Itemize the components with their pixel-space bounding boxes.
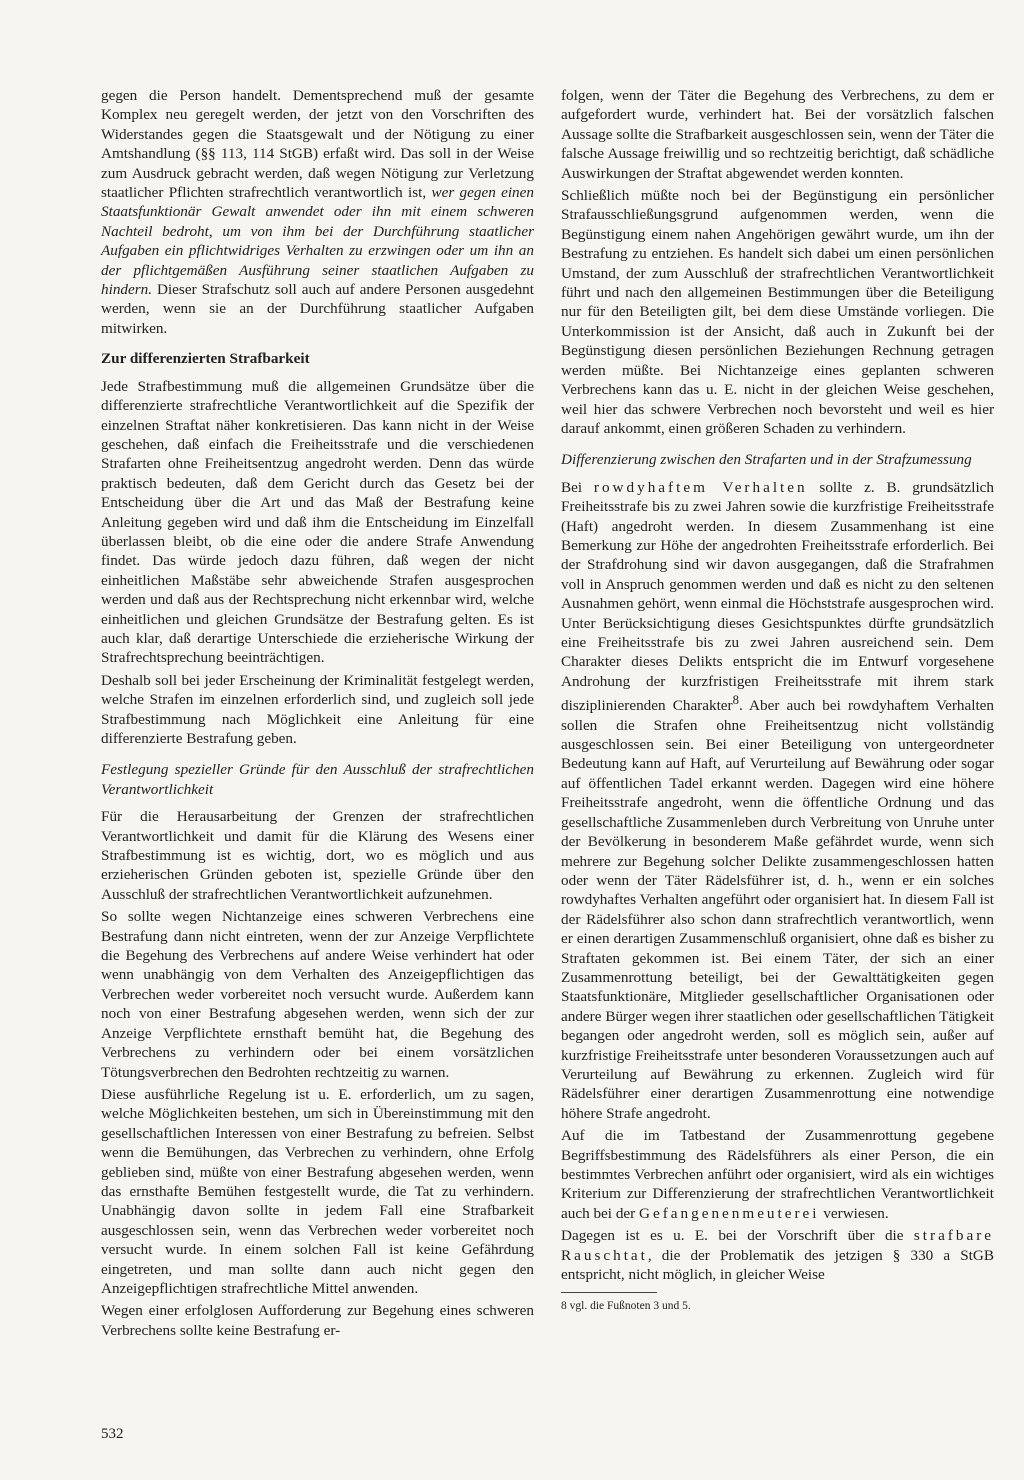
emphasized-text: wer gegen einen Staatsfunktionär Gewalt anwendet oder ihn mit einem schweren Nachteil bedroht, um von ihm bei der Durchführung staatlicher Aufgaben ein pflichtwidriges Verhalten zu erzwingen oder um ihn an der pflichtgemäßen Ausführung seiner staatlichen Aufgaben zu hindern. [101,184,534,299]
paragraph: So sollte wegen Nichtanzeige eines schweren Verbrechens eine Bestrafung dann nicht eintreten, wenn der zur Anzeige Verpflichtete die Begehung des Verbrechens auf andere Weise verhindert hat oder wenn unabhängig von dem Verhalten des Anzeigepflichtigen das Verbrechen weder vorbereitet noch versucht wurde. Außerdem kann noch von einer Bestrafung abgesehen werden, wenn sich der zur Anzeige Verpflichtete ernsthaft bemüht hat, die Begehung des Verbrechens zu verhindern oder bei einem vorsätzlichen Tötungsverbrechen den Bedrohten rechtzeitig zu warnen. [101,908,534,1081]
section-heading: Zur differenzierten Strafbarkeit [101,350,310,368]
paragraph: Für die Herausarbeitung der Grenzen der strafrechtlichen Verantwortlichkeit und damit für die Klärung des Wesens einer Strafbestimmung ist es wichtig, dort, wo es möglich und aus erzieherischen Gründen geboten ist, spezielle Gründe über den Ausschluß der strafrechtlichen Verantwortlichkeit aufzunehmen. [101,808,534,903]
subsection-heading: Differenzierung zwischen den Strafarten und in der Strafzumessung [561,451,972,469]
subsection-heading: Festlegung spezieller Gründe für den Ausschluß der strafrechtlichen Verantwortlichkeit [101,761,534,798]
page-number: 532 [101,1426,124,1442]
spaced-term: strafbare Rauschtat [561,1227,994,1264]
left-column [101,86,534,1343]
paragraph: Bei rowdyhaftem Verhalten sollte z. B. grundsätzlich Freiheitsstrafe bis zu zwei Jahren sowie die kurzfristige Freiheitsstrafe (Haft) angedroht werden. In diesem Zusammenhang ist eine Bemerkung zur Höhe der angedrohten Freiheitsstrafe erforderlich. Bei der Strafdrohung sind wir davon ausgegangen, daß die Strafrahmen voll in Anspruch genommen werden und daß es nicht zu den seltenen Ausnahmen gehört, wenn einmal die Höchststrafe ausgesprochen wird. Unter Berücksichtigung dieses Gesichtspunktes dürfte grundsätzlich eine Freiheitsstrafe bis zu zwei Jahren ausreichend sein. Dem Charakter dieses Delikts entspricht die im Entwurf vorgesehene Androhung der kurzfristigen Freiheitsstrafe mit ihrem stark disziplinierenden Charakter$^8$. Aber auch bei rowdyhaftem Verhalten sollen die Strafen ohne Freiheitsentzug nicht vollständig ausgeschlossen sein. Bei einer Beteiligung von untergeordneter Bedeutung kann auf Haft, auf Verurteilung auf Bewährung oder sogar auf öffentlichen Tadel erkannt werden. Dagegen wird eine höhere Freiheitsstrafe angedroht, wenn die öffentliche Ordnung und das gesellschaftliche Zusammenleben durch Verbreitung von Unruhe unter der Bevölkerung in besonderem Maße gefährdet wurde, wenn sich mehrere zur Begehung solcher Delikte zusammengeschlossen hatten oder wenn der Täter Rädelsführer ist, d. h., wenn er ein solches rowdyhaftes Verhalten angeführt oder organisiert hat. In diesem Fall ist der Rädelsführer also schon dann strafrechtlich verantwortlich, wenn er einen derartigen Zusammenschluß organisiert, ohne daß es bisher zu Straftaten gekommen ist. Bei einem Täter, der sich an einer Zusammenrottung beteiligt, bei der Gewalttätigkeiten gegen Staatsfunktionäre, Mitglieder gesellschaftlicher Organisationen oder andere Bürger wegen ihrer staatlichen oder gesellschaftlichen Tätigkeit begangen oder angedroht werden, soll es möglich sein, außer auf kurzfristige Freiheitsstrafe unter besonderen Voraussetzungen auch auf Verurteilung auf Bewährung zu erkennen. Zugleich wird für Rädelsführer einer derartigen Zusammenrottung eine notwendige höhere Strafe angedroht. [561,478,995,1122]
paragraph: Jede Strafbestimmung muß die allgemeinen Grundsätze über die differenzierte strafrechtliche Verantwortlichkeit auf die Spezifik der einzelnen Straftat näher konkretisieren. Das kann nicht in der Weise geschehen, daß einfach die Freiheitsstrafe und die verschiedenen Strafarten ohne Freiheitsentzug angedroht werden. Denn das würde praktisch bedeuten, daß dem Gericht durch das Gesetz bei der Entscheidung über die Art und das Maß der Bestrafung keine Anleitung gegeben wird und daß ihm die Entscheidung im Einzelfall überlassen bleibt, ob die eine oder die andere Strafe Anwendung findet. Das würde jedoch dazu führen, daß wegen der nicht einheitlichen Maßstäbe sehr abweichende Strafen ausgesprochen werden und daß aus der Rechtsprechung nicht erkennbar wird, welche einheitlichen und gleichen Grundsätze der Bestrafung gelten. Es ist auch klar, daß derartige Unterschiede die erzieherische Wirkung der Strafrechtsprechung beeinträchtigen. [101,377,534,667]
spaced-term: Gefangenenmeuterei [639,1204,820,1222]
paragraph: folgen, wenn der Täter die Begehung des Verbrechens, zu dem er aufgefordert wurde, verhindert hat. Bei der vorsätzlich falschen Aussage sollte die Strafbarkeit ausgeschlossen sein, wenn der Täter die falsche Aussage freiwillig und so rechtzeitig berichtigt, daß schädliche Auswirkungen der Straftat abgewendet werden konnten. [561,87,994,182]
paragraph: gegen die Person handelt. Dementsprechend muß der gesamte Komplex neu geregelt werden, der jetzt von den Vorschriften des Widerstandes gegen die Staatsgewalt und der Nötigung zu einer Amtshandlung (§§ 113, 114 StGB) erfaßt wird. Das soll in der Weise zum Ausdruck gebracht werden, daß wegen Nötigung zur Verletzung staatlicher Pflichten strafrechtlich verantwortlich ist, wer gegen einen Staatsfunktionär Gewalt anwendet oder ihn mit einem schweren Nachteil bedroht, um von ihm bei der Durchführung staatlicher Aufgaben ein pflichtwidriges Verhalten zu erzwingen oder um ihn an der pflichtgemäßen Ausführung seiner staatlichen Aufgaben zu hindern. Dieser Strafschutz soll auch auf andere Personen ausgedehnt werden, wenn sie an der Durchführung staatlicher Aufgaben mitwirken. [101,87,534,337]
footnote: 8 vgl. die Fußnoten 3 und 5. [561,1300,691,1313]
paragraph: Schließlich müßte noch bei der Begünstigung ein persönlicher Strafausschließungsgrund aufgenommen werden, wenn die Begünstigung einem nahen Angehörigen gewährt wurde, um ihn der Bestrafung zu entziehen. Es handelt sich dabei um einen persönlichen Umstand, der zum Ausschluß der strafrechtlichen Verantwortlichkeit führt und nach den allgemeinen Bestimmungen über die Beteiligung nur für den Beteiligten gilt, bei dem diese Umstände vorliegen. Die Unterkommission ist der Ansicht, daß auch in Zukunft bei der Begünstigung diesen persönlichen Beziehungen Rechnung getragen werden müßte. Bei Nichtanzeige eines geplanten schweren Verbrechens kann das u. E. nicht in der gleichen Weise geschehen, weil hier das schwere Verbrechen noch bevorsteht und weil es hier darauf ankommt, einen größeren Schaden zu verhindern. [561,187,994,437]
paragraph: Wegen einer erfolglosen Aufforderung zur Begehung eines schweren Verbrechens sollte keine Bestrafung er- [101,1302,534,1339]
footnote-divider [561,1292,657,1293]
paragraph: Deshalb soll bei jeder Erscheinung der Kriminalität festgelegt werden, welche Strafen im einzelnen erforderlich sind, und zugleich soll jede Strafbestimmung nach Möglichkeit eine Anleitung für eine differenzierte Bestrafung geben. [101,671,534,747]
footnote-reference: 8 [732,693,739,708]
paragraph: Auf die im Tatbestand der Zusammenrottung gegebene Begriffsbestimmung des Rädelsführers als einer Person, die ein bestimmtes Verbrechen anführt oder organisiert, wird als ein wichtiges Kriterium zur Differenzierung der strafrechtlichen Verantwortlichkeit auch bei der Gefangenenmeuterei verwiesen. [561,1127,994,1222]
spaced-term: rowdyhaftem Verhalten [593,478,808,496]
paragraph: Dagegen ist es u. E. bei der Vorschrift über die strafbare Rauschtat, die der Problematik des jetzigen § 330 a StGB entspricht, nicht möglich, in gleicher Weise [561,1227,994,1284]
right-column [561,86,994,1316]
paragraph: Diese ausführliche Regelung ist u. E. erforderlich, um zu sagen, welche Möglichkeiten bestehen, um sich in Übereinstimmung mit den gesellschaftlichen Interessen von einer Bestrafung zu befreien. Selbst wenn die Bemühungen, das Verbrechen zu verhindern, ohne Erfolg geblieben sind, müßte von einer Bestrafung abgesehen werden, wenn das ernsthafte Bemühen festgestellt wurde, die Tat zu verhindern. Unabhängig davon sollte in jedem Fall eine Strafbarkeit ausgeschlossen sein, wenn das Verbrechen weder vorbereitet noch versucht wurde. In einem solchen Fall ist keine Gefährdung eingetreten, und man sollte dann auch nicht gegen den Anzeigepflichtigen strafrechtliche Mittel anwenden. [101,1085,534,1297]
